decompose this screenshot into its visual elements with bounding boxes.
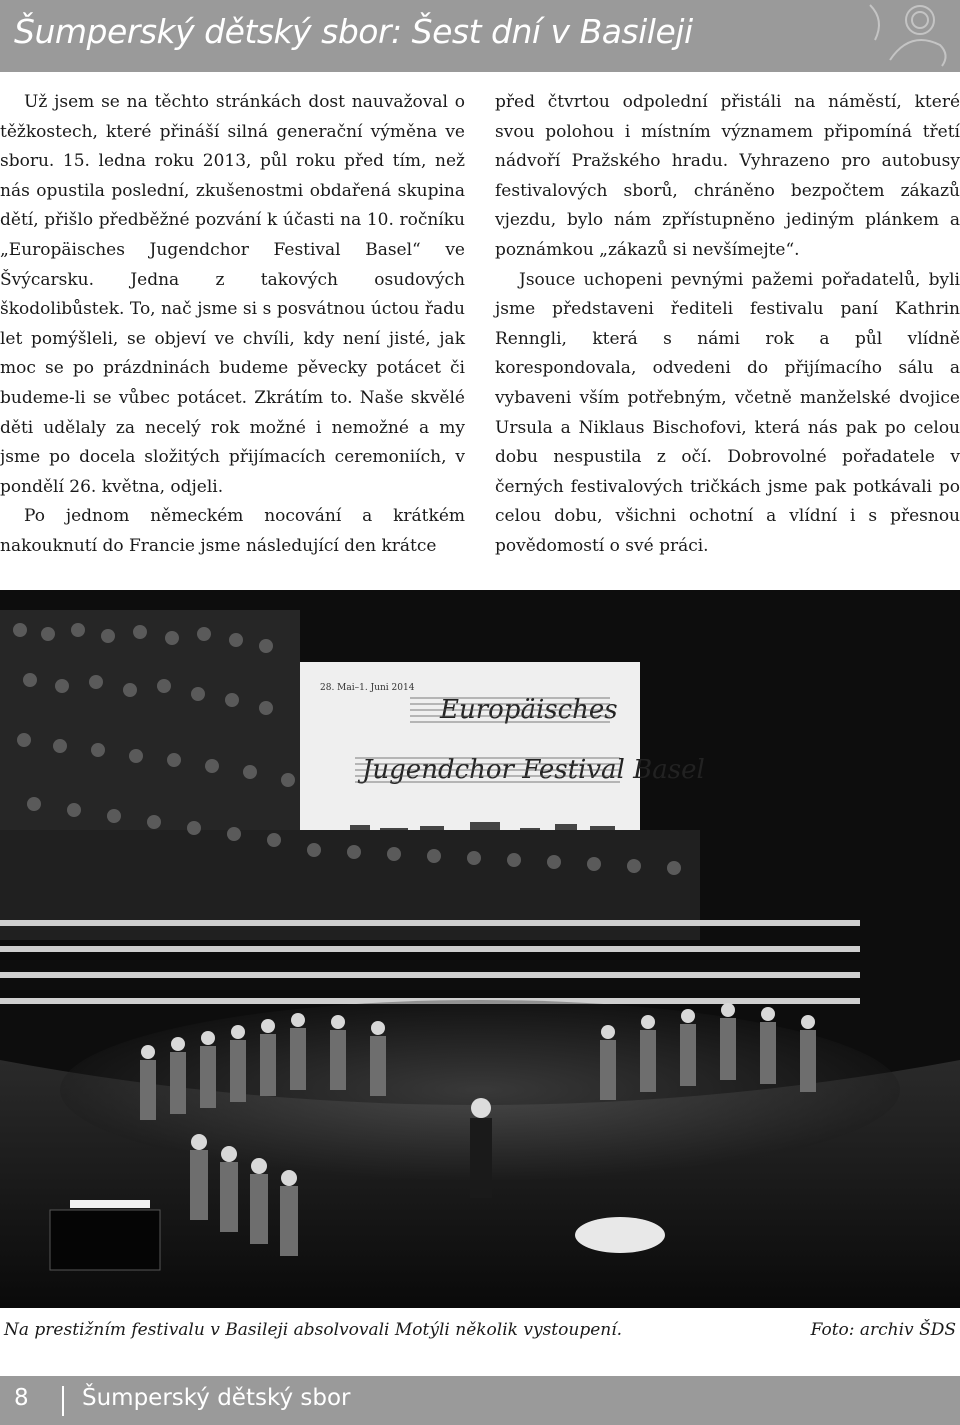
screen-title-line2: Jugendchor Festival Basel [362,755,705,785]
page-number: 8 [14,1385,29,1411]
article-column-left [0,88,465,562]
article-paragraph: Jsouce uchopeni pevnými pažemi pořadatelů, byli jsme představeni řediteli festivalu paní Kathrin Renngli, která s námi rok a půl vlídně korespondovala, odvedeni do přijímacího sálu a vybaveni vším potřebným, včetně manželské dvojice Ursula a Niklaus Bischofovi, která nás pak po celou dobu nespustila z očí. Dobrovolné pořadatele v černých festivalových tričkách jsme pak potkávali po celou dobu, všichni ochotní a vlídní i s přesnou povědomostí o své práci. [495,269,960,556]
article-column-right [495,88,960,562]
concert-photo [0,590,960,1308]
footer-bar [0,1376,960,1425]
flower-arrangement [575,1217,665,1253]
footer-divider [62,1386,64,1416]
caption-text: Na prestižním festivalu v Basileji absolvovali Motýli několik vystoupení. [4,1320,623,1340]
screen-title-line1: Europäisches [440,695,618,725]
piano [50,1200,160,1270]
publication-name: Šumperský dětský sbor [82,1385,351,1411]
page-title: Šumperský dětský sbor: Šest dní v Basileji [14,12,693,51]
article-paragraph: před čtvrtou odpolední přistáli na náměstí, které svou polohou i místním významem připomíná třetí nádvoří Pražského hradu. Vyhrazeno pro autobusy festivalových sborů, chráněno bezpočtem zákazů vjezdu, bylo nám zpřístupněno jediným plánkem a poznámkou „zákazů si nevšímejte“. [495,92,960,260]
article-paragraph: Už jsem se na těchto stránkách dost nauvažoval o těžkostech, které přináší silná generační výměna ve sboru. 15. ledna roku 2013, půl roku před tím, než nás opustila poslední, zkušenostmi obdařená skupina dětí, přišlo předběžné pozvání k účasti na 10. ročníku „Europäisches Jugendchor Festival Basel“ ve Švýcarsku. Jedna z takových osudových škodolibůstek. To, nač jsme si s posvátnou úctou řadu let pomýšleli, se objeví ve chvíli, kdy není jisté, jak moc se po prázdninách budeme pěvecky potácet či budeme-li se vůbec potácet. Zkrátím to. Naše skvělé děti udělaly za necelý rok možné i nemožné a my jsme po docela složitých přijímacích ceremoniích, v pondělí 26. května, odjeli. [0,92,465,497]
conductor [470,1098,492,1198]
photo-caption [4,1320,956,1340]
article-paragraph: Po jednom německém nocování a krátkém nakouknutí do Francie jsme následující den krátce [0,506,465,556]
header-bar [0,0,960,72]
treble-clef-decoration-icon [850,0,960,72]
screen-date: 28. Mai–1. Juni 2014 [320,683,415,693]
photo-credit: Foto: archiv ŠDS [810,1320,956,1340]
